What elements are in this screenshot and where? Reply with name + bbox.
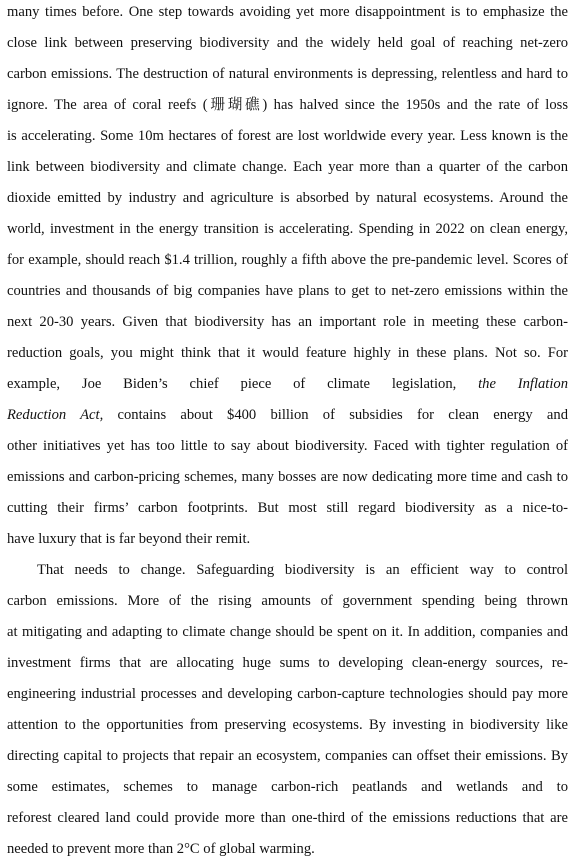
text-line: directing capital to projects that repair an ecosystem, companies can offset their emissions. By: [7, 748, 568, 764]
text-line: countries and thousands of big companies have plans to get to net-zero emissions within the: [7, 283, 568, 299]
text-run: contains about $400 billion of subsidies for clean energy and: [117, 407, 568, 423]
text-line: emissions and carbon-pricing schemes, many bosses are now dedicating more time and cash to: [7, 469, 568, 485]
text-line: other initiatives yet has too little to say about biodiversity. Faced with tighter regulation of: [7, 438, 568, 454]
text-line: needed to prevent more than 2°C of global warming.: [7, 841, 315, 857]
text-line: close link between preserving biodiversity and the widely held goal of reaching net-zero: [7, 35, 568, 51]
text-line: link between biodiversity and climate change. Each year more than a quarter of the carbon: [7, 159, 568, 175]
text-line: is accelerating. Some 10m hectares of forest are lost worldwide every year. Less known is the: [7, 128, 568, 144]
text-run: example, Joe Biden’s chief piece of climate legislation,: [7, 376, 457, 392]
text-line: at mitigating and adapting to climate change should be spent on it. In addition, companies and: [7, 624, 568, 640]
italic-title-run: Reduction Act,: [7, 407, 104, 423]
text-line: dioxide emitted by industry and agriculture is absorbed by natural ecosystems. Around the: [7, 190, 568, 206]
text-line: That needs to change. Safeguarding biodiversity is an efficient way to control: [37, 562, 568, 578]
text-line: [7, 400, 568, 431]
italic-title-run: the Inflation: [478, 376, 568, 392]
text-line: ignore. The area of coral reefs (珊瑚礁) has halved since the 1950s and the rate of loss: [7, 97, 568, 113]
text-line: world, investment in the energy transition is accelerating. Spending in 2022 on clean energy,: [7, 221, 568, 237]
text-line: engineering industrial processes and developing carbon-capture technologies should pay more: [7, 686, 568, 702]
text-line: carbon emissions. The destruction of natural environments is depressing, relentless and hard to: [7, 66, 568, 82]
text-line: cutting their firms’ carbon footprints. But most still regard biodiversity as a nice-to-: [7, 500, 568, 516]
text-line: reforest cleared land could provide more than one-third of the emissions reductions that are: [7, 810, 568, 826]
text-line: next 20-30 years. Given that biodiversity has an important role in meeting these carbon-: [7, 314, 568, 330]
text-line: carbon emissions. More of the rising amounts of government spending being thrown: [7, 593, 568, 609]
text-line: attention to the opportunities from preserving ecosystems. By investing in biodiversity like: [7, 717, 568, 733]
text-line: some estimates, schemes to manage carbon-rich peatlands and wetlands and to: [7, 779, 568, 795]
text-line: have luxury that is far beyond their remit.: [7, 531, 251, 547]
text-line: reduction goals, you might think that it would feature highly in these plans. Not so. For: [7, 345, 568, 361]
text-line: for example, should reach $1.4 trillion, roughly a fifth above the pre-pandemic level. Scores of: [7, 252, 568, 268]
text-line: [7, 369, 568, 400]
text-line: many times before. One step towards avoiding yet more disappointment is to emphasize the: [7, 4, 568, 20]
text-line: investment firms that are allocating huge sums to developing clean-energy sources, re-: [7, 655, 568, 671]
